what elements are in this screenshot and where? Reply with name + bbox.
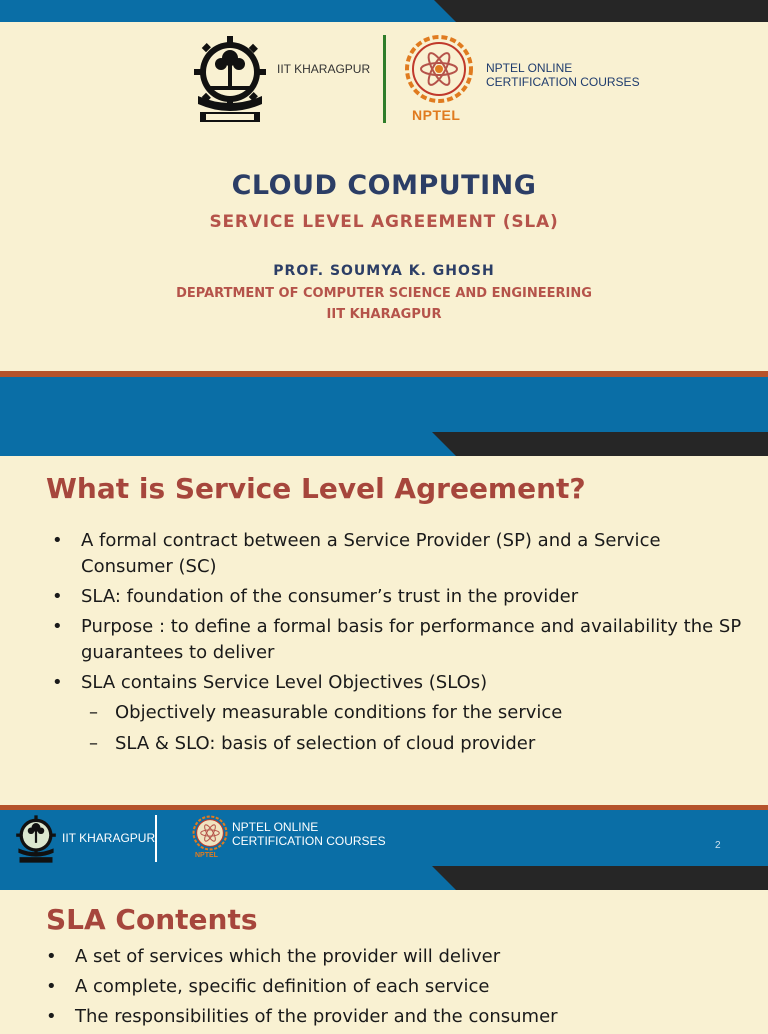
bullet-dot: •: [52, 530, 63, 551]
list-item: [52, 584, 742, 610]
top-dark-band: [434, 0, 768, 22]
professor-name: PROF. SOUMYA K. GHOSH: [273, 263, 495, 279]
nptel-logo-icon: [192, 815, 228, 851]
footer-certification-courses-label: CERTIFICATION COURSES: [232, 834, 386, 848]
course-title: CLOUD COMPUTING: [231, 170, 537, 201]
bullet-dot: •: [46, 1006, 57, 1027]
sub-bullet-text: Objectively measurable conditions for the service: [115, 702, 563, 723]
list-item: [46, 944, 736, 970]
lecture-title: SERVICE LEVEL AGREEMENT (SLA): [209, 212, 559, 232]
slide2-heading: What is Service Level Agreement?: [46, 472, 586, 505]
bullet-text: SLA: foundation of the consumer’s trust in the provider: [81, 586, 579, 607]
slide-separator-dark-band: [432, 432, 768, 456]
slide3-heading: SLA Contents: [46, 903, 258, 936]
list-item: [46, 974, 736, 1000]
bullet-dot: •: [52, 672, 63, 693]
iit-kharagpur-seal-icon: [14, 814, 58, 864]
sub-list-item: [52, 731, 742, 757]
page-number: 2: [715, 840, 721, 851]
institute-name: IIT KHARAGPUR: [326, 307, 442, 322]
footer-logo-divider: [155, 815, 157, 862]
iit-kharagpur-seal-icon: [190, 34, 270, 124]
sub-bullet-text: SLA & SLO: basis of selection of cloud provider: [115, 733, 536, 754]
footer-dark-band: [432, 866, 768, 890]
bullet-text: A set of services which the provider will deliver: [75, 946, 501, 967]
nptel-online-label: NPTEL ONLINE: [486, 61, 573, 75]
bullet-text: A formal contract between a Service Provider (SP) and a Service Consumer (SC): [81, 530, 661, 577]
dash-bullet: –: [89, 702, 98, 723]
bullet-dot: •: [46, 976, 57, 997]
list-item: [52, 670, 742, 696]
sub-list-item: [52, 700, 742, 726]
footer-nptel-wordmark: NPTEL: [195, 852, 218, 859]
footer-nptel-online-label: NPTEL ONLINE: [232, 820, 319, 834]
slide2-bullet-list: [52, 528, 742, 762]
list-item: [52, 528, 742, 580]
list-item: [52, 614, 742, 666]
bullet-text: A complete, specific definition of each service: [75, 976, 490, 997]
bullet-text: Purpose : to define a formal basis for performance and availability the SP guarantees to deliver: [81, 616, 742, 663]
bullet-dot: •: [52, 616, 63, 637]
nptel-logo-icon: [404, 34, 474, 104]
nptel-wordmark: NPTEL: [412, 107, 461, 123]
certification-courses-label: CERTIFICATION COURSES: [486, 75, 640, 89]
list-item: [46, 1004, 736, 1030]
bullet-text: SLA contains Service Level Objectives (SLOs): [81, 672, 488, 693]
slide3-bullet-list: [46, 944, 736, 1034]
footer-iit-kharagpur-label: IIT KHARAGPUR: [62, 831, 156, 845]
bullet-dot: •: [52, 586, 63, 607]
dash-bullet: –: [89, 733, 98, 754]
iit-kharagpur-label: IIT KHARAGPUR: [277, 62, 371, 76]
bullet-dot: •: [46, 946, 57, 967]
department-name: DEPARTMENT OF COMPUTER SCIENCE AND ENGINEERING: [176, 286, 592, 301]
bullet-text: The responsibilities of the provider and the consumer: [75, 1006, 558, 1027]
logo-divider: [383, 35, 386, 123]
